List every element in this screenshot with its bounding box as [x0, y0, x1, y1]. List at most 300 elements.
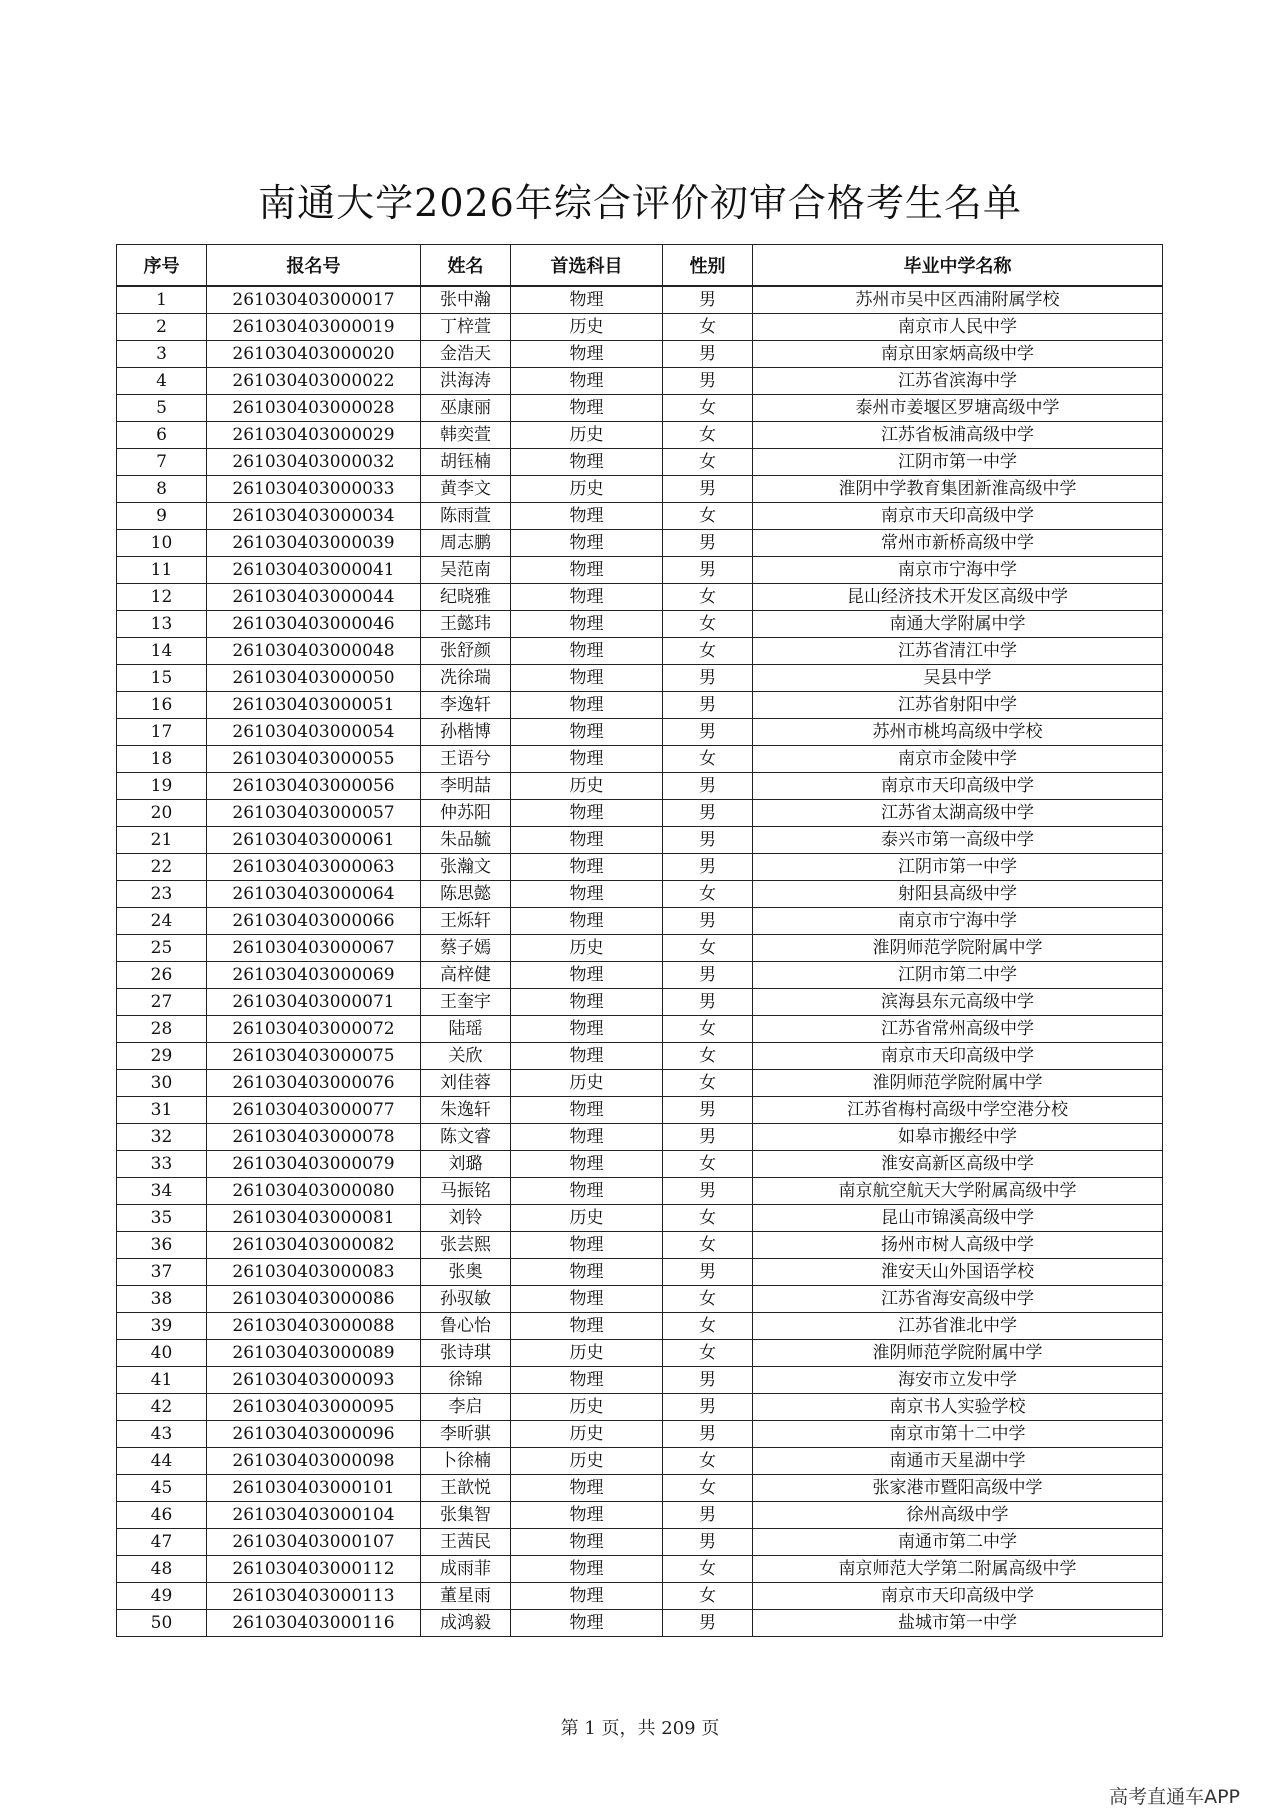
table-row — [117, 719, 1163, 746]
table-row — [117, 422, 1163, 449]
cell-index: 39 — [117, 1313, 207, 1340]
table-row — [117, 1097, 1163, 1124]
cell-school: 南京市人民中学 — [753, 314, 1163, 341]
cell-name: 丁梓萱 — [421, 314, 511, 341]
cell-registration-no: 261030403000017 — [207, 286, 421, 314]
cell-school: 苏州市吴中区西浦附属学校 — [753, 286, 1163, 314]
cell-registration-no: 261030403000033 — [207, 476, 421, 503]
cell-registration-no: 261030403000046 — [207, 611, 421, 638]
table-row — [117, 773, 1163, 800]
cell-name: 黄李文 — [421, 476, 511, 503]
table-row — [117, 1043, 1163, 1070]
table-row — [117, 935, 1163, 962]
table-row — [117, 1232, 1163, 1259]
cell-gender: 女 — [663, 584, 753, 611]
cell-gender: 男 — [663, 665, 753, 692]
cell-subject: 物理 — [511, 1367, 663, 1394]
cell-subject: 物理 — [511, 962, 663, 989]
table-row — [117, 476, 1163, 503]
cell-index: 31 — [117, 1097, 207, 1124]
table-row — [117, 800, 1163, 827]
cell-subject: 物理 — [511, 1232, 663, 1259]
cell-school: 常州市新桥高级中学 — [753, 530, 1163, 557]
cell-name: 王语兮 — [421, 746, 511, 773]
cell-subject: 物理 — [511, 1016, 663, 1043]
cell-name: 成雨菲 — [421, 1556, 511, 1583]
cell-school: 南京市第十二中学 — [753, 1421, 1163, 1448]
cell-registration-no: 261030403000079 — [207, 1151, 421, 1178]
cell-gender: 女 — [663, 1583, 753, 1610]
table-row — [117, 584, 1163, 611]
cell-registration-no: 261030403000029 — [207, 422, 421, 449]
cell-gender: 男 — [663, 1502, 753, 1529]
table-row — [117, 1475, 1163, 1502]
header-index: 序号 — [117, 245, 207, 287]
cell-school: 南京市天印高级中学 — [753, 773, 1163, 800]
cell-registration-no: 261030403000063 — [207, 854, 421, 881]
cell-name: 张诗琪 — [421, 1340, 511, 1367]
cell-school: 张家港市暨阳高级中学 — [753, 1475, 1163, 1502]
cell-registration-no: 261030403000022 — [207, 368, 421, 395]
cell-subject: 历史 — [511, 935, 663, 962]
cell-school: 江苏省太湖高级中学 — [753, 800, 1163, 827]
table-header-row — [117, 245, 1163, 287]
cell-school: 南京田家炳高级中学 — [753, 341, 1163, 368]
cell-name: 刘璐 — [421, 1151, 511, 1178]
cell-index: 21 — [117, 827, 207, 854]
cell-index: 48 — [117, 1556, 207, 1583]
cell-name: 马振铭 — [421, 1178, 511, 1205]
cell-registration-no: 261030403000044 — [207, 584, 421, 611]
table-row — [117, 1502, 1163, 1529]
cell-subject: 物理 — [511, 1556, 663, 1583]
cell-name: 陈文睿 — [421, 1124, 511, 1151]
cell-registration-no: 261030403000082 — [207, 1232, 421, 1259]
cell-name: 徐锦 — [421, 1367, 511, 1394]
cell-gender: 男 — [663, 1124, 753, 1151]
cell-name: 巫康丽 — [421, 395, 511, 422]
cell-subject: 物理 — [511, 908, 663, 935]
cell-gender: 女 — [663, 1556, 753, 1583]
cell-index: 46 — [117, 1502, 207, 1529]
cell-school: 淮安天山外国语学校 — [753, 1259, 1163, 1286]
cell-registration-no: 261030403000098 — [207, 1448, 421, 1475]
table-row — [117, 1124, 1163, 1151]
table-row — [117, 1583, 1163, 1610]
cell-gender: 女 — [663, 1340, 753, 1367]
cell-subject: 物理 — [511, 341, 663, 368]
cell-subject: 物理 — [511, 1043, 663, 1070]
document-title: 南通大学2026年综合评价初审合格考生名单 — [258, 181, 1022, 225]
cell-gender: 男 — [663, 476, 753, 503]
table-row — [117, 530, 1163, 557]
table-row — [117, 1205, 1163, 1232]
cell-school: 淮阴师范学院附属中学 — [753, 1070, 1163, 1097]
cell-index: 37 — [117, 1259, 207, 1286]
cell-school: 昆山市锦溪高级中学 — [753, 1205, 1163, 1232]
cell-gender: 女 — [663, 503, 753, 530]
table-row — [117, 395, 1163, 422]
cell-name: 高梓健 — [421, 962, 511, 989]
cell-name: 成鸿毅 — [421, 1610, 511, 1637]
cell-school: 扬州市树人高级中学 — [753, 1232, 1163, 1259]
cell-school: 海安市立发中学 — [753, 1367, 1163, 1394]
cell-registration-no: 261030403000080 — [207, 1178, 421, 1205]
cell-gender: 女 — [663, 1286, 753, 1313]
cell-school: 江苏省海安高级中学 — [753, 1286, 1163, 1313]
table-row — [117, 503, 1163, 530]
cell-school: 苏州市桃坞高级中学校 — [753, 719, 1163, 746]
cell-name: 刘佳蓉 — [421, 1070, 511, 1097]
cell-school: 昆山经济技术开发区高级中学 — [753, 584, 1163, 611]
cell-index: 28 — [117, 1016, 207, 1043]
cell-registration-no: 261030403000077 — [207, 1097, 421, 1124]
cell-index: 27 — [117, 989, 207, 1016]
table-row — [117, 1448, 1163, 1475]
header-registration-no: 报名号 — [207, 245, 421, 287]
table-row — [117, 854, 1163, 881]
cell-subject: 物理 — [511, 1529, 663, 1556]
cell-registration-no: 261030403000056 — [207, 773, 421, 800]
cell-name: 孙楷博 — [421, 719, 511, 746]
cell-school: 滨海县东元高级中学 — [753, 989, 1163, 1016]
cell-name: 张瀚文 — [421, 854, 511, 881]
candidate-table — [116, 244, 1163, 1637]
cell-subject: 物理 — [511, 638, 663, 665]
cell-name: 刘铃 — [421, 1205, 511, 1232]
cell-registration-no: 261030403000028 — [207, 395, 421, 422]
cell-gender: 女 — [663, 1232, 753, 1259]
cell-registration-no: 261030403000116 — [207, 1610, 421, 1637]
cell-gender: 男 — [663, 557, 753, 584]
table-row — [117, 1178, 1163, 1205]
cell-subject: 物理 — [511, 557, 663, 584]
cell-name: 李昕骐 — [421, 1421, 511, 1448]
table-row — [117, 1394, 1163, 1421]
cell-registration-no: 261030403000066 — [207, 908, 421, 935]
cell-subject: 物理 — [511, 1475, 663, 1502]
cell-school: 南京市天印高级中学 — [753, 503, 1163, 530]
cell-registration-no: 261030403000020 — [207, 341, 421, 368]
cell-index: 38 — [117, 1286, 207, 1313]
cell-subject: 物理 — [511, 746, 663, 773]
cell-name: 金浩天 — [421, 341, 511, 368]
cell-subject: 历史 — [511, 422, 663, 449]
cell-index: 16 — [117, 692, 207, 719]
cell-name: 周志鹏 — [421, 530, 511, 557]
cell-gender: 女 — [663, 1475, 753, 1502]
cell-index: 12 — [117, 584, 207, 611]
cell-registration-no: 261030403000096 — [207, 1421, 421, 1448]
page-footer: 第 1 页，共 209 页 — [560, 1718, 720, 1739]
cell-subject: 物理 — [511, 503, 663, 530]
cell-gender: 男 — [663, 854, 753, 881]
cell-school: 淮阴师范学院附属中学 — [753, 935, 1163, 962]
cell-gender: 男 — [663, 800, 753, 827]
cell-registration-no: 261030403000095 — [207, 1394, 421, 1421]
cell-subject: 物理 — [511, 368, 663, 395]
cell-subject: 物理 — [511, 611, 663, 638]
cell-index: 45 — [117, 1475, 207, 1502]
cell-subject: 物理 — [511, 692, 663, 719]
table-row — [117, 962, 1163, 989]
cell-school: 淮阴师范学院附属中学 — [753, 1340, 1163, 1367]
header-school: 毕业中学名称 — [753, 245, 1163, 287]
table-row — [117, 1610, 1163, 1637]
cell-index: 32 — [117, 1124, 207, 1151]
cell-index: 7 — [117, 449, 207, 476]
cell-index: 34 — [117, 1178, 207, 1205]
cell-gender: 男 — [663, 368, 753, 395]
cell-registration-no: 261030403000089 — [207, 1340, 421, 1367]
cell-registration-no: 261030403000069 — [207, 962, 421, 989]
cell-gender: 女 — [663, 611, 753, 638]
cell-index: 42 — [117, 1394, 207, 1421]
cell-name: 朱品毓 — [421, 827, 511, 854]
table-row — [117, 1016, 1163, 1043]
cell-gender: 女 — [663, 1070, 753, 1097]
cell-school: 南京市天印高级中学 — [753, 1043, 1163, 1070]
cell-name: 纪晓雅 — [421, 584, 511, 611]
cell-registration-no: 261030403000088 — [207, 1313, 421, 1340]
cell-registration-no: 261030403000083 — [207, 1259, 421, 1286]
cell-school: 江阴市第一中学 — [753, 449, 1163, 476]
cell-gender: 男 — [663, 989, 753, 1016]
cell-registration-no: 261030403000051 — [207, 692, 421, 719]
cell-subject: 物理 — [511, 800, 663, 827]
cell-index: 14 — [117, 638, 207, 665]
cell-index: 18 — [117, 746, 207, 773]
cell-index: 23 — [117, 881, 207, 908]
cell-subject: 历史 — [511, 1421, 663, 1448]
cell-subject: 历史 — [511, 1448, 663, 1475]
cell-school: 南通市天星湖中学 — [753, 1448, 1163, 1475]
cell-index: 17 — [117, 719, 207, 746]
cell-subject: 历史 — [511, 1394, 663, 1421]
cell-index: 3 — [117, 341, 207, 368]
cell-gender: 男 — [663, 1367, 753, 1394]
cell-name: 王懿玮 — [421, 611, 511, 638]
cell-registration-no: 261030403000067 — [207, 935, 421, 962]
cell-index: 8 — [117, 476, 207, 503]
cell-gender: 男 — [663, 1610, 753, 1637]
cell-name: 董星雨 — [421, 1583, 511, 1610]
cell-registration-no: 261030403000075 — [207, 1043, 421, 1070]
cell-school: 吴县中学 — [753, 665, 1163, 692]
table-row — [117, 1340, 1163, 1367]
cell-gender: 女 — [663, 1313, 753, 1340]
cell-registration-no: 261030403000034 — [207, 503, 421, 530]
table-row — [117, 1151, 1163, 1178]
cell-school: 泰兴市第一高级中学 — [753, 827, 1163, 854]
table-row — [117, 341, 1163, 368]
cell-subject: 物理 — [511, 1610, 663, 1637]
table-row — [117, 746, 1163, 773]
table-row — [117, 449, 1163, 476]
cell-index: 1 — [117, 286, 207, 314]
cell-subject: 物理 — [511, 1313, 663, 1340]
cell-registration-no: 261030403000055 — [207, 746, 421, 773]
cell-school: 南京航空航天大学附属高级中学 — [753, 1178, 1163, 1205]
table-row — [117, 1286, 1163, 1313]
cell-name: 陆瑶 — [421, 1016, 511, 1043]
cell-gender: 男 — [663, 719, 753, 746]
cell-subject: 物理 — [511, 1286, 663, 1313]
cell-gender: 男 — [663, 1178, 753, 1205]
cell-name: 冼徐瑞 — [421, 665, 511, 692]
cell-index: 30 — [117, 1070, 207, 1097]
cell-index: 11 — [117, 557, 207, 584]
cell-school: 南京市宁海中学 — [753, 908, 1163, 935]
table-row — [117, 908, 1163, 935]
cell-index: 49 — [117, 1583, 207, 1610]
cell-subject: 物理 — [511, 1502, 663, 1529]
cell-name: 王烁轩 — [421, 908, 511, 935]
cell-name: 李明喆 — [421, 773, 511, 800]
cell-index: 40 — [117, 1340, 207, 1367]
cell-school: 江阴市第二中学 — [753, 962, 1163, 989]
cell-index: 24 — [117, 908, 207, 935]
cell-school: 南京市天印高级中学 — [753, 1583, 1163, 1610]
cell-gender: 女 — [663, 314, 753, 341]
cell-school: 泰州市姜堰区罗塘高级中学 — [753, 395, 1163, 422]
cell-gender: 男 — [663, 1259, 753, 1286]
cell-name: 张芸熙 — [421, 1232, 511, 1259]
cell-name: 洪海涛 — [421, 368, 511, 395]
cell-index: 4 — [117, 368, 207, 395]
cell-index: 41 — [117, 1367, 207, 1394]
cell-school: 江苏省梅村高级中学空港分校 — [753, 1097, 1163, 1124]
table-row — [117, 1367, 1163, 1394]
cell-index: 6 — [117, 422, 207, 449]
cell-gender: 女 — [663, 746, 753, 773]
cell-registration-no: 261030403000061 — [207, 827, 421, 854]
cell-name: 王茜民 — [421, 1529, 511, 1556]
cell-index: 13 — [117, 611, 207, 638]
cell-subject: 物理 — [511, 989, 663, 1016]
cell-school: 南通大学附属中学 — [753, 611, 1163, 638]
cell-name: 仲苏阳 — [421, 800, 511, 827]
cell-index: 5 — [117, 395, 207, 422]
cell-subject: 历史 — [511, 773, 663, 800]
cell-registration-no: 261030403000064 — [207, 881, 421, 908]
cell-subject: 物理 — [511, 1583, 663, 1610]
cell-gender: 男 — [663, 1421, 753, 1448]
table-row — [117, 1259, 1163, 1286]
cell-registration-no: 261030403000071 — [207, 989, 421, 1016]
cell-registration-no: 261030403000078 — [207, 1124, 421, 1151]
cell-name: 朱逸轩 — [421, 1097, 511, 1124]
table-row — [117, 638, 1163, 665]
cell-name: 鲁心怡 — [421, 1313, 511, 1340]
cell-school: 盐城市第一中学 — [753, 1610, 1163, 1637]
cell-gender: 男 — [663, 962, 753, 989]
watermark: 高考直通车APP — [1109, 1786, 1240, 1808]
cell-index: 19 — [117, 773, 207, 800]
table-row — [117, 1529, 1163, 1556]
cell-school: 淮安高新区高级中学 — [753, 1151, 1163, 1178]
cell-school: 南京书人实验学校 — [753, 1394, 1163, 1421]
cell-school: 江苏省射阳中学 — [753, 692, 1163, 719]
cell-subject: 物理 — [511, 881, 663, 908]
cell-name: 卜徐楠 — [421, 1448, 511, 1475]
cell-registration-no: 261030403000041 — [207, 557, 421, 584]
cell-subject: 物理 — [511, 1178, 663, 1205]
cell-name: 韩奕萱 — [421, 422, 511, 449]
cell-index: 36 — [117, 1232, 207, 1259]
cell-subject: 物理 — [511, 665, 663, 692]
cell-gender: 女 — [663, 1151, 753, 1178]
cell-subject: 物理 — [511, 1124, 663, 1151]
cell-gender: 男 — [663, 286, 753, 314]
header-subject: 首选科目 — [511, 245, 663, 287]
cell-subject: 物理 — [511, 449, 663, 476]
cell-gender: 男 — [663, 773, 753, 800]
cell-name: 张集智 — [421, 1502, 511, 1529]
cell-subject: 物理 — [511, 1151, 663, 1178]
table-row — [117, 1070, 1163, 1097]
table-row — [117, 881, 1163, 908]
cell-gender: 男 — [663, 827, 753, 854]
cell-index: 43 — [117, 1421, 207, 1448]
cell-registration-no: 261030403000076 — [207, 1070, 421, 1097]
table-row — [117, 557, 1163, 584]
cell-school: 江苏省板浦高级中学 — [753, 422, 1163, 449]
cell-subject: 物理 — [511, 395, 663, 422]
cell-index: 26 — [117, 962, 207, 989]
cell-index: 47 — [117, 1529, 207, 1556]
cell-gender: 女 — [663, 1205, 753, 1232]
cell-index: 25 — [117, 935, 207, 962]
cell-name: 陈雨萱 — [421, 503, 511, 530]
cell-subject: 物理 — [511, 584, 663, 611]
cell-school: 南京市金陵中学 — [753, 746, 1163, 773]
cell-name: 张中瀚 — [421, 286, 511, 314]
cell-school: 南通市第二中学 — [753, 1529, 1163, 1556]
cell-school: 江苏省常州高级中学 — [753, 1016, 1163, 1043]
cell-registration-no: 261030403000086 — [207, 1286, 421, 1313]
cell-index: 29 — [117, 1043, 207, 1070]
cell-index: 22 — [117, 854, 207, 881]
table-body — [117, 286, 1163, 1637]
cell-index: 20 — [117, 800, 207, 827]
cell-registration-no: 261030403000032 — [207, 449, 421, 476]
cell-name: 吴范南 — [421, 557, 511, 584]
cell-subject: 物理 — [511, 827, 663, 854]
cell-subject: 历史 — [511, 314, 663, 341]
cell-index: 15 — [117, 665, 207, 692]
cell-name: 陈思懿 — [421, 881, 511, 908]
cell-registration-no: 261030403000104 — [207, 1502, 421, 1529]
cell-school: 淮阴中学教育集团新淮高级中学 — [753, 476, 1163, 503]
cell-school: 江苏省淮北中学 — [753, 1313, 1163, 1340]
cell-school: 南京市宁海中学 — [753, 557, 1163, 584]
cell-gender: 女 — [663, 422, 753, 449]
cell-name: 孙驭敏 — [421, 1286, 511, 1313]
cell-gender: 女 — [663, 1016, 753, 1043]
cell-school: 如皋市搬经中学 — [753, 1124, 1163, 1151]
cell-registration-no: 261030403000039 — [207, 530, 421, 557]
table-row — [117, 665, 1163, 692]
cell-gender: 男 — [663, 908, 753, 935]
cell-school: 江苏省清江中学 — [753, 638, 1163, 665]
table-row — [117, 368, 1163, 395]
cell-subject: 物理 — [511, 1097, 663, 1124]
cell-subject: 物理 — [511, 530, 663, 557]
cell-registration-no: 261030403000107 — [207, 1529, 421, 1556]
cell-school: 江阴市第一中学 — [753, 854, 1163, 881]
cell-gender: 男 — [663, 1394, 753, 1421]
